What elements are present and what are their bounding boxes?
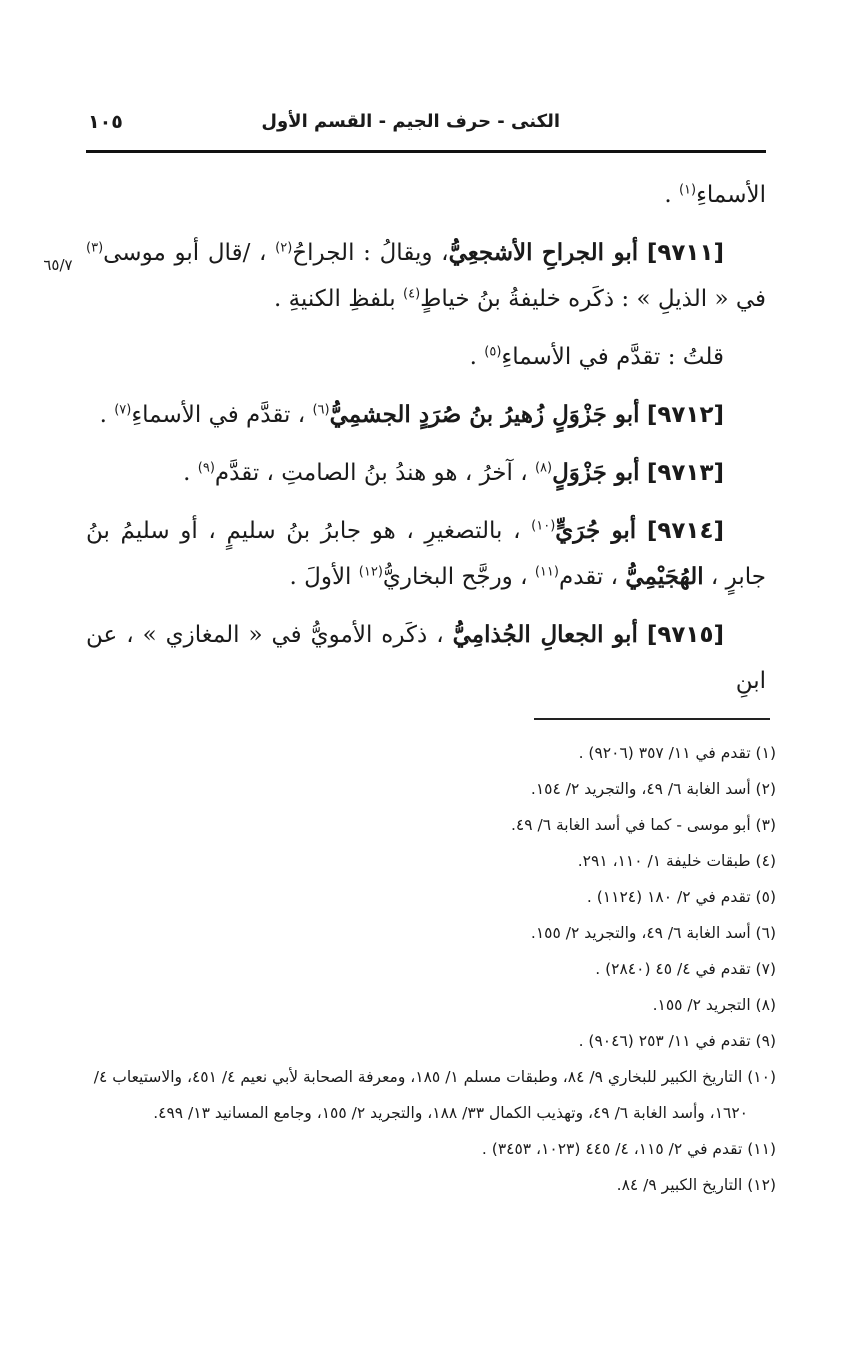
footnote: (١٠) التاريخ الكبير للبخاري ٩/ ٨٤، وطبقات مسلم ١/ ١٨٥، ومعرفة الصحابة لأبي نعيم ٤/ ٤٥١، والاستيعاب ٤/ ١٦٢٠، وأسد الغابة ٦/ ٤٩، وتهذيب الكمال ٣٣/ ١٨٨، والتجريد ٢/ ١٥٥، وجامع المسانيد ١٣/ ٤٩٩.: [93, 1068, 776, 1122]
running-title: الكنى - حرف الجيم - القسم الأول: [261, 111, 560, 132]
footnote: (٢) أسد الغابة ٦/ ٤٩، والتجريد ٢/ ١٥٤.: [530, 780, 776, 798]
entry-name: أبو جَزْوَلٍ زُهيرُ بنُ صُرَدٍ الجشمِيُّ: [329, 401, 640, 428]
footnotes: [86, 735, 776, 1203]
footnote: (١١) تقدم في ٢/ ١١٥، ٤/ ٤٤٥ (١٠٢٣، ٣٤٥٣) .: [481, 1140, 776, 1158]
entry-name: أبو الجراحِ الأشجعِيُّ: [448, 239, 639, 266]
entry-9715: [٩٧١٥] أبو الجعالِ الجُذامِيُّ ، ذكَره الأمويُّ في « المغازي » ، عن ابنِ: [86, 621, 766, 694]
intro-line: الأسماءِ$^{(١)}$ .: [664, 182, 766, 208]
entry-number: [٩٧١٤]: [646, 518, 725, 544]
footnote: (٦) أسد الغابة ٦/ ٤٩، والتجريد ٢/ ١٥٥.: [530, 924, 776, 942]
entry-number: [٩٧١٢]: [646, 402, 724, 428]
entry-number: [٩٧١٥]: [646, 622, 724, 648]
entry-9714: [٩٧١٤] أبو جُرَيٍّ$^{(١٠)}$ ، بالتصغيرِ ، هو جابرُ بنُ سليمٍ ، أو سليمُ بنُ جابرٍ ، الهُجَيْمِيُّ ، تقدم$^{(١١)}$ ، ورجَّح البخاريُّ$^{(١٢)}$ الأولَ .: [86, 517, 766, 590]
entry-9711-comment: قلتُ : تقدَّم في الأسماءِ$^{(٥)}$ .: [469, 344, 724, 370]
footnote: (٤) طبقات خليفة ١/ ١١٠، ٢٩١.: [577, 852, 776, 870]
entry-name: أبو جُرَيٍّ: [555, 517, 637, 544]
footnote: (٨) التجريد ٢/ ١٥٥.: [652, 996, 776, 1014]
entry-number: [٩٧١٣]: [646, 460, 724, 486]
footnote-rule: [534, 718, 770, 720]
entry-9711: [٩٧١١] أبو الجراحِ الأشجعِيُّ، ويقالُ : الجراحُ$^{(٢)}$ ، /قال أبو موسى$^{(٣)}$ في « الذيلِ » : ذكَره خليفةُ بنُ خياطٍ$^{(٤)}$ بلفظِ الكنيةِ .: [86, 239, 766, 312]
nisba-name: الهُجَيْمِيُّ: [625, 563, 704, 590]
footnote: (١٢) التاريخ الكبير ٩/ ٨٤.: [616, 1176, 776, 1194]
footnote: (٩) تقدم في ١١/ ٢٥٣ (٩٠٤٦) .: [578, 1032, 776, 1050]
body-text: [86, 172, 766, 716]
footnote: (١) تقدم في ١١/ ٣٥٧ (٩٢٠٦) .: [578, 744, 776, 762]
entry-9713: [٩٧١٣] أبو جَزْوَلٍ$^{(٨)}$ ، آخرُ ، هو هندُ بنُ الصامتِ ، تقدَّم$^{(٩)}$ .: [183, 459, 724, 486]
footnote: (٥) تقدم في ٢/ ١٨٠ (١١٢٤) .: [586, 888, 776, 906]
entry-name: أبو جَزْوَلٍ: [552, 459, 640, 486]
header-rule: [86, 150, 766, 153]
page-number: ١٠٥: [88, 111, 123, 133]
entry-9712: [٩٧١٢] أبو جَزْوَلٍ زُهيرُ بنُ صُرَدٍ الجشمِيُّ$^{(٦)}$ ، تقدَّم في الأسماءِ$^{(٧)}$ .: [99, 401, 724, 428]
footnote: (٧) تقدم في ٤/ ٤٥ (٢٨٤٠) .: [595, 960, 776, 978]
margin-volume-page-note: ٦٥/٧: [43, 256, 73, 274]
footnote: (٣) أبو موسى - كما في أسد الغابة ٦/ ٤٩.: [510, 816, 776, 834]
entry-name: أبو الجعالِ الجُذامِيُّ: [452, 621, 638, 648]
entry-number: [٩٧١١]: [646, 240, 725, 266]
